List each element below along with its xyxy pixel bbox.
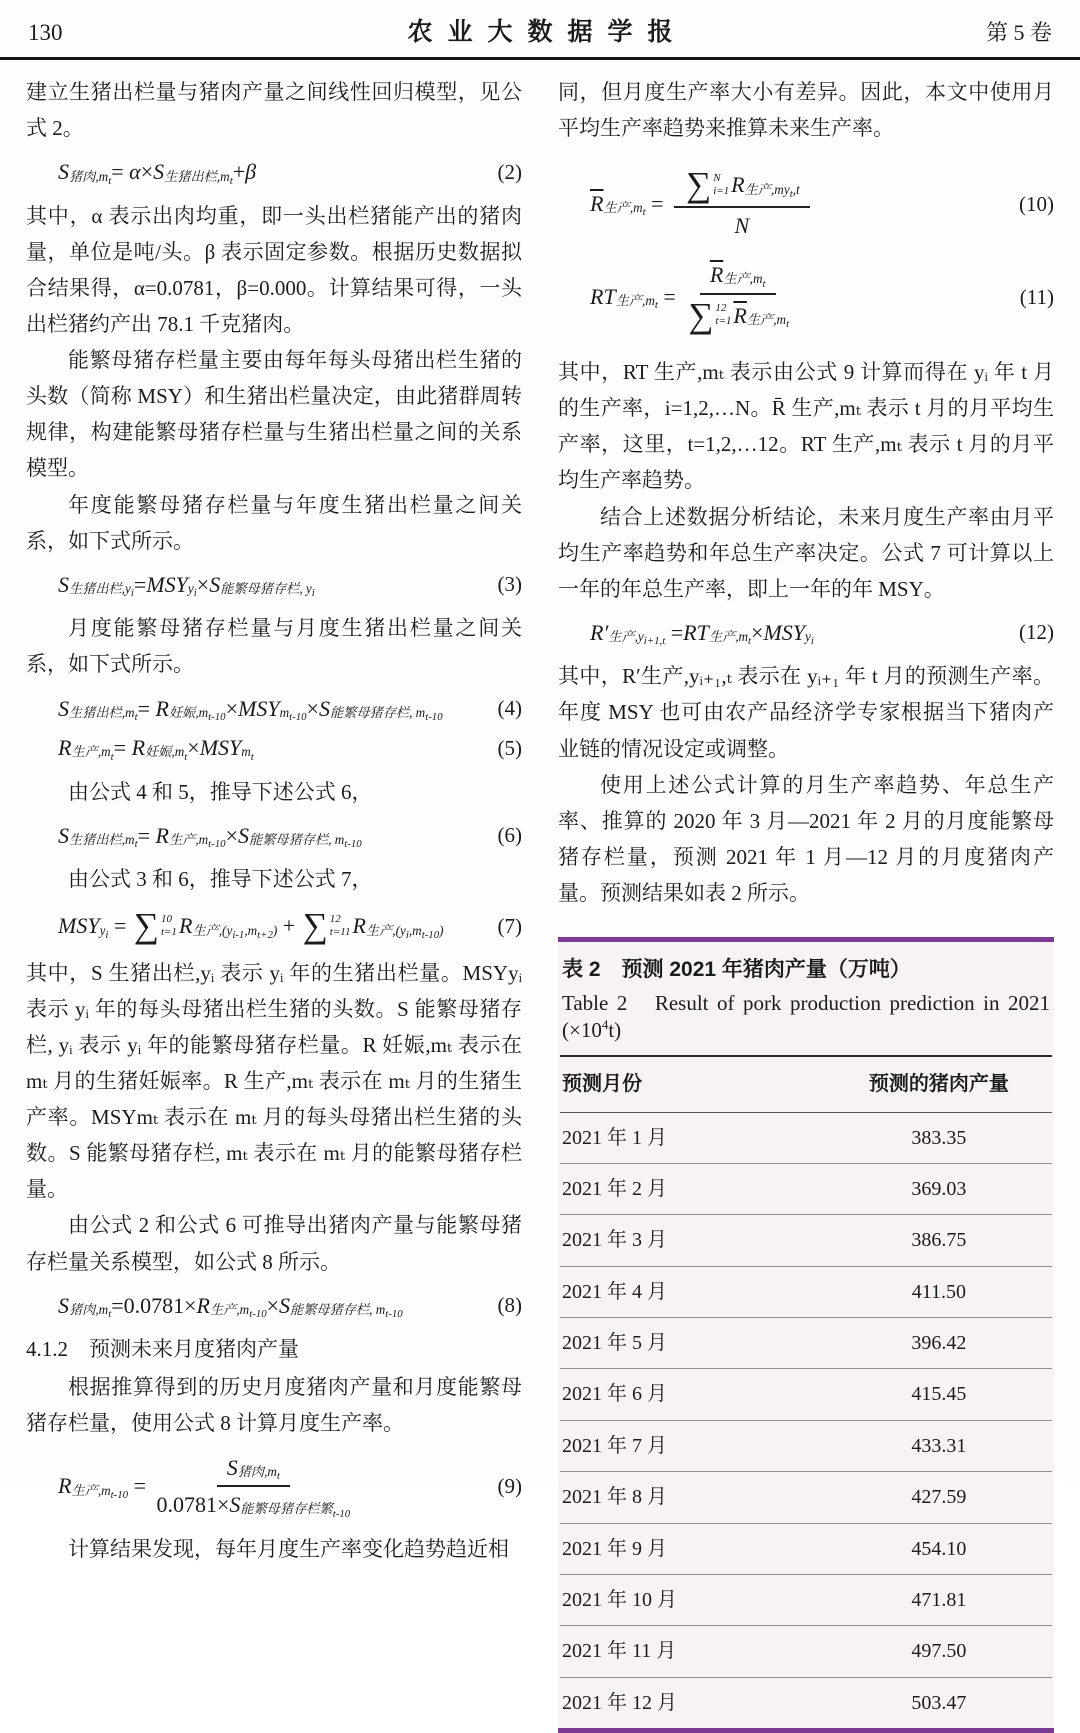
column-header-month: 预测月份 — [560, 1056, 826, 1112]
equation-5-body: R 生产$,m_t$ = R 妊娠$,m_t$ × MSY $m_t$ — [58, 735, 254, 763]
cell-month: 2021 年 12 月 — [560, 1677, 826, 1728]
paragraph: 其中，R′生产,yᵢ₊₁,ₜ 表示在 yᵢ₊₁ 年 t 月的预测生产率。年度 MSY 也可由农产品经济学专家根据当下猪肉产业链的情况设定或调整。 — [558, 664, 1054, 761]
cell-value: 415.45 — [826, 1369, 1052, 1420]
column-header-value: 预测的猪肉产量 — [826, 1056, 1052, 1112]
paragraph: 由公式 4 和 5，推导下述公式 6， — [68, 779, 373, 804]
table-row — [560, 1112, 1052, 1163]
two-column-body — [0, 60, 1080, 1733]
equation-9-number: (9) — [497, 1473, 522, 1498]
table-row — [560, 1523, 1052, 1574]
prediction-table — [560, 1055, 1052, 1728]
equation-6 — [26, 822, 522, 850]
equation-5-number: (5) — [497, 735, 522, 760]
paragraph: 其中，RT 生产,mₜ 表示由公式 9 计算而得在 yᵢ 年 t 月的生产率，i=1,2,…N。R̄ 生产,mₜ 表示 t 月的月平均生产率，这里，t=1,2,…12。RT 生产,mₜ 表示 t 月的月平均生产率趋势。 — [558, 360, 1054, 493]
cell-value: 369.03 — [826, 1163, 1052, 1214]
table-row — [560, 1626, 1052, 1677]
table-2-title-cn: 表 2 预测 2021 年猪肉产量（万吨） — [562, 958, 911, 982]
cell-value: 396.42 — [826, 1318, 1052, 1369]
paragraph: 月度能繁母猪存栏量与月度生猪出栏量之间关系，如下式所示。 — [26, 616, 522, 677]
equation-3-number: (3) — [497, 572, 522, 597]
equation-7-number: (7) — [497, 913, 522, 938]
cell-month: 2021 年 1 月 — [562, 1126, 667, 1149]
cell-value: 497.50 — [826, 1626, 1052, 1677]
left-column — [26, 74, 522, 1733]
table-header-row — [560, 1056, 1052, 1112]
equation-2-body: S 猪肉$,m_t$ = α × S 生猪出栏$,m_t$ + β — [58, 159, 257, 187]
volume-label: 第 5 卷 — [985, 20, 1052, 45]
table-row — [560, 1369, 1052, 1420]
table-2-title-en-sup: 4 — [601, 1016, 609, 1032]
table-2-title-en-tail: t) — [608, 1017, 622, 1042]
equation-11-body: RT 生产$,m_t$ = $\overline{R}$ 生产$,m_t$ ∑ 12 t=1 $\overline{R}$ 生产$,m_t$ — [590, 262, 790, 335]
page-number: 130 — [28, 20, 63, 45]
cell-month: 2021 年 5 月 — [560, 1318, 826, 1369]
table-2-block — [558, 937, 1054, 1733]
equation-6-body: S 生猪出栏$,m_t$ = R 生产$,m_{t-10}$ × S 能繁母猪存栏, $m_{t-10}$ — [58, 822, 362, 851]
cell-month: 2021 年 8 月 — [560, 1472, 826, 1523]
table-row — [560, 1677, 1052, 1728]
cell-value: 386.75 — [826, 1215, 1052, 1266]
table-row — [560, 1472, 1052, 1523]
paragraph: 由公式 3 和 6，推导下述公式 7， — [68, 867, 373, 892]
right-column — [558, 74, 1054, 1733]
cell-month: 2021 年 11 月 — [560, 1626, 826, 1677]
table-row — [560, 1318, 1052, 1369]
equation-12-number: (12) — [1019, 620, 1054, 645]
equation-9-body: R 生产$,m_{t-10}$ = S 猪肉$,m_t$ 0.0781× S 能繁母猪存栏繁$_{t-10}$ — [58, 1454, 351, 1520]
equation-4-body: S 生猪出栏$,m_t$ = R 妊娠$,m_{t-10}$ × MSY $m_{t-10}$ × S 能繁母猪存栏, $m_{t-10}$ — [58, 695, 443, 724]
paragraph: 由公式 2 和公式 6 可推导出猪肉产量与能繁母猪存栏量关系模型，如公式 8 所示。 — [26, 1213, 522, 1274]
cell-value: 411.50 — [826, 1266, 1052, 1317]
cell-month: 2021 年 2 月 — [560, 1163, 826, 1214]
paragraph: 根据推算得到的历史月度猪肉产量和月度能繁母猪存栏量，使用公式 8 计算月度生产率。 — [26, 1375, 522, 1436]
cell-value: 427.59 — [826, 1472, 1052, 1523]
equation-8 — [26, 1292, 522, 1320]
journal-title: 农业大数据学报 — [407, 18, 688, 46]
equation-9 — [26, 1454, 522, 1519]
paragraph: 结合上述数据分析结论，未来月度生产率由月平均生产率趋势和年总生产率决定。公式 7 可计算以上一年的年总生产率，即上一年的年 MSY。 — [558, 504, 1054, 601]
equation-10 — [558, 165, 1054, 239]
equation-4 — [26, 695, 522, 723]
equation-11-number: (11) — [1019, 284, 1054, 309]
equation-10-number: (10) — [1019, 191, 1054, 216]
paragraph: 能繁母猪存栏量主要由每年每头母猪出栏生猪的头数（简称 MSY）和生猪出栏量决定，由此猪群周转规律，构建能繁母猪存栏量与生猪出栏量之间的关系模型。 — [26, 348, 522, 481]
table-row — [560, 1266, 1052, 1317]
table-row — [560, 1575, 1052, 1626]
cell-value: 471.81 — [826, 1575, 1052, 1626]
section-heading-4-1-2: 4.1.2 预测未来月度猪肉产量 — [26, 1337, 299, 1362]
cell-month: 2021 年 7 月 — [560, 1420, 826, 1471]
equation-2-number: (2) — [497, 159, 522, 184]
cell-month: 2021 年 10 月 — [560, 1575, 826, 1626]
equation-8-body: S 猪肉$,m_t$ =0.0781× R 生产$,m_{t-10}$ × S 能繁母猪存栏, $m_{t-10}$ — [58, 1292, 403, 1321]
cell-month: 2021 年 6 月 — [560, 1369, 826, 1420]
paragraph: 其中，S 生猪出栏,yᵢ 表示 yᵢ 年的生猪出栏量。MSYyᵢ 表示 yᵢ 年的每头母猪出栏生猪的头数。S 能繁母猪存栏, yᵢ 表示 yᵢ 年的能繁母猪存栏量。R 妊娠,mₜ 表示在 mₜ 月的生猪妊娠率。R 生产,mₜ 表示在 mₜ 月的生猪生产率。MSYmₜ 表示在 mₜ 月的每头母猪出栏生猪的头数。S 能繁母猪存栏, mₜ 表示在 mₜ 月的能繁母猪存栏量。 — [26, 960, 522, 1202]
equation-12 — [558, 619, 1054, 647]
equation-10-body: $\overline{R}$ 生产$,m_t$ = ∑ N i=1 R 生产$,my_t,t$ N — [590, 168, 815, 239]
cell-month: 2021 年 3 月 — [560, 1215, 826, 1266]
cell-value: 454.10 — [826, 1523, 1052, 1574]
cell-month: 2021 年 9 月 — [560, 1523, 826, 1574]
paragraph: 建立生猪出栏量与猪肉产量之间线性回归模型，见公式 2。 — [26, 80, 522, 141]
cell-value: 383.35 — [911, 1126, 967, 1149]
table-2-title-en-main: Table 2 Result of pork production prediction in 2021 (×10 — [562, 990, 1050, 1042]
table-row — [560, 1215, 1052, 1266]
equation-7 — [26, 906, 522, 946]
equation-12-body: R′ 生产$,y_{i+1,t}$ = RT 生产$,m_t$ × MSY $y_i$ — [590, 619, 814, 648]
equation-7-body: MSY $y_i$ = ∑ 10 t=1 R 生产$,(y_{i-1},m_{t+2})$ + ∑ 12 t=11 R 生产$,(y_i,m_{t-10})$ — [58, 906, 444, 946]
table-row — [560, 1163, 1052, 1214]
table-row — [560, 1420, 1052, 1471]
table-2-title-en — [560, 988, 1052, 1056]
equation-5 — [26, 734, 522, 762]
paragraph: 计算结果发现，每年月度生产率变化趋势趋近相 — [68, 1536, 509, 1561]
equation-3 — [26, 571, 522, 599]
equation-2 — [26, 158, 522, 186]
equation-6-number: (6) — [497, 823, 522, 848]
cell-value: 503.47 — [826, 1677, 1052, 1728]
cell-value: 433.31 — [826, 1420, 1052, 1471]
paragraph: 同，但月度生产率大小有差异。因此，本文中使用月平均生产率趋势来推算未来生产率。 — [558, 80, 1054, 141]
equation-11 — [558, 261, 1054, 335]
cell-month: 2021 年 4 月 — [560, 1266, 826, 1317]
paragraph: 使用上述公式计算的月生产率趋势、年总生产率、推算的 2020 年 3 月—2021 年 2 月的月度能繁母猪存栏量，预测 2021 年 1 月—12 月的月度猪肉产量。预测结果如表 2 所示。 — [558, 772, 1054, 906]
paragraph: 年度能繁母猪存栏量与年度生猪出栏量之间关系，如下式所示。 — [26, 492, 522, 553]
equation-4-number: (4) — [497, 696, 522, 721]
paragraph: 其中，α 表示出肉均重，即一头出栏猪能产出的猪肉量，单位是吨/头。β 表示固定参数。根据历史数据拟合结果得，α=0.0781，β=0.000。计算结果可得，一头出栏猪约产出 78.1 千克猪肉。 — [26, 203, 522, 337]
equation-8-number: (8) — [497, 1293, 522, 1318]
equation-3-body: S 生猪出栏$,y_i$ = MSY $y_i$ × S 能繁母猪存栏, $y_i$ — [58, 571, 315, 600]
running-head — [0, 0, 1080, 60]
